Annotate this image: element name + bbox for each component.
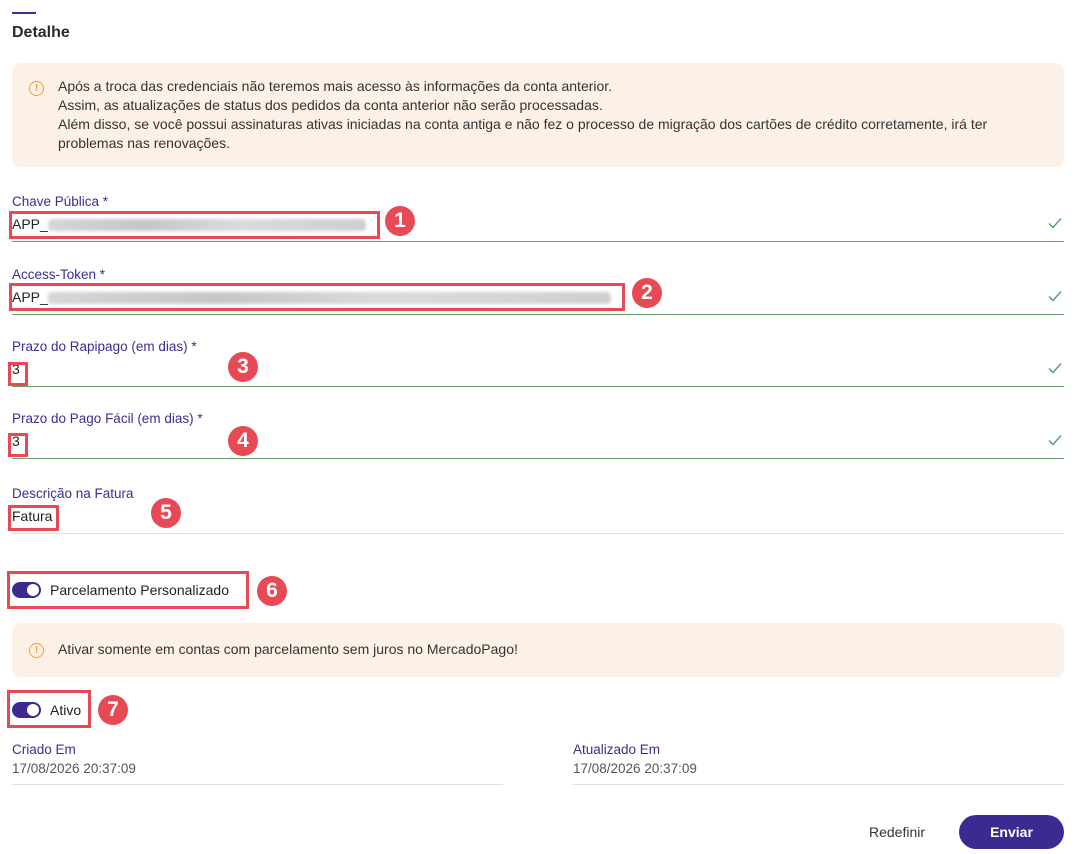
annotation-box [7,571,249,609]
valid-check-icon [1048,289,1062,303]
warning-icon: ! [29,81,44,96]
created-at-label: Criado Em [12,742,76,757]
warning-line: Assim, as atualizações de status dos pedidos da conta anterior não serão processadas. [58,97,603,113]
installments-warning [12,623,1064,677]
warning-icon: ! [29,643,44,658]
public-key-label: Chave Pública * [12,194,109,209]
rapipago-days-field[interactable] [12,339,1064,387]
tab-detalhe[interactable]: Detalhe [12,24,70,41]
rapipago-days-label: Prazo do Rapipago (em dias) * [12,339,197,354]
annotation-marker: 5 [151,498,181,528]
annotation-marker: 7 [98,695,128,725]
field-underline [12,314,1064,315]
field-underline [12,458,1064,459]
annotation-box [9,283,625,311]
access-token-prefix: APP_ [12,289,48,305]
rapipago-days-input[interactable]: 3 [12,361,20,377]
custom-installments-label: Parcelamento Personalizado [50,582,229,598]
submit-button[interactable]: Enviar [959,815,1064,849]
public-key-prefix: APP_ [12,216,48,232]
annotation-box [7,690,91,728]
warning-line: Após a troca das credenciais não teremos mais acesso às informações da conta anterior. [58,78,613,94]
annotation-marker: 2 [632,278,662,308]
invoice-description-label: Descrição na Fatura [12,486,134,501]
valid-check-icon [1048,361,1062,375]
field-underline [12,386,1064,387]
annotation-marker: 6 [257,576,287,606]
pagofacil-days-field[interactable] [12,411,1064,459]
pagofacil-days-input[interactable]: 3 [12,433,20,449]
updated-at [573,742,1064,785]
updated-at-label: Atualizado Em [573,742,661,757]
reset-button[interactable]: Redefinir [858,816,936,848]
credentials-warning [12,63,1064,167]
created-at-value: 17/08/2026 20:37:09 [12,761,136,776]
annotation-box [9,211,380,239]
annotation-box [8,505,59,531]
valid-check-icon [1048,216,1062,230]
pagofacil-days-label: Prazo do Pago Fácil (em dias) * [12,411,203,426]
valid-check-icon [1048,433,1062,447]
active-label: Ativo [50,702,82,718]
updated-at-value: 17/08/2026 20:37:09 [573,761,697,776]
annotation-marker: 3 [228,352,258,382]
tab-indicator [12,12,36,14]
field-underline [12,784,503,785]
installments-warning-text: Ativar somente em contas com parcelamento sem juros no MercadoPago! [58,641,518,657]
annotation-box [8,433,28,457]
field-underline [573,784,1064,785]
access-token-label: Access-Token * [12,267,106,282]
annotation-marker: 1 [385,206,415,236]
created-at [12,742,503,785]
invoice-description-input[interactable]: Fatura [12,508,53,524]
annotation-box [8,362,28,386]
warning-line: Além disso, se você possui assinaturas ativas iniciadas na conta antiga e não fez o processo de migração dos cartões de crédito corretamente, irá ter problemas nas renovações. [58,116,988,151]
annotation-marker: 4 [228,426,258,456]
field-underline [12,533,1064,534]
field-underline [12,241,1064,242]
